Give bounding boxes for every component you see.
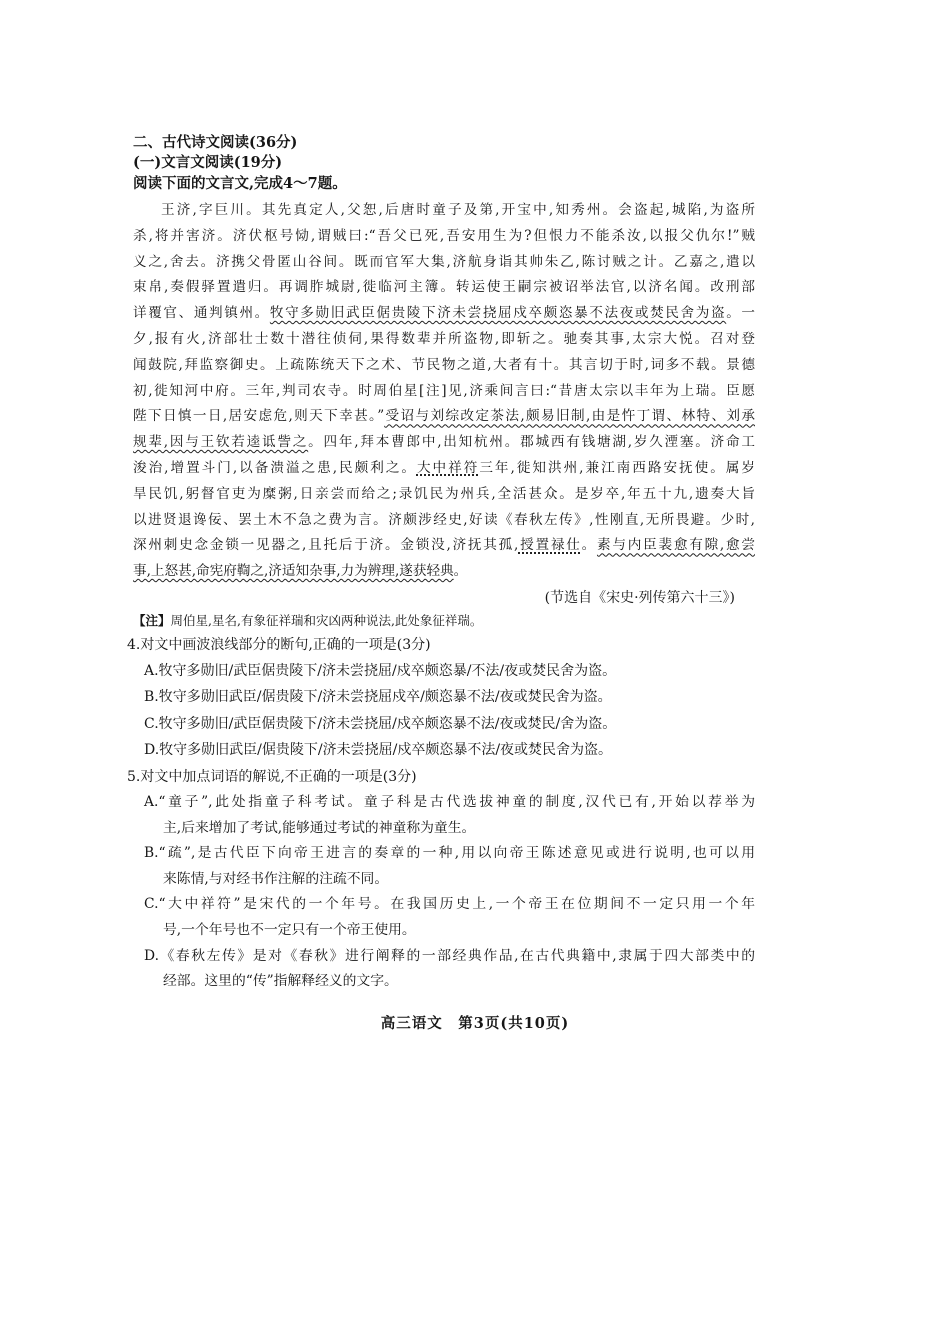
passage-text: 详覆官、通判镇州。 <box>133 305 270 322</box>
dotted-term: 授置禄仕 <box>518 537 582 554</box>
passage-line: 夕,报有火,济部壮士数十潜往侦伺,果得数辈并所盗物,即斩之。驰奏其事,太宗大悦。召对登 <box>133 330 755 347</box>
passage-text: 。 <box>581 537 597 554</box>
option-a-continued: 主,后来增加了考试,能够通过考试的神童称为童生。 <box>163 819 476 836</box>
passage-line <box>133 301 755 327</box>
underlined-sentence: 素与内臣裴愈有隙,愈尝 <box>596 537 755 554</box>
option-d-continued: 经部。这里的“传”指解释经义的文字。 <box>163 973 398 990</box>
reading-instruction: 阅读下面的文言文,完成4～7题。 <box>133 175 347 192</box>
question-5 <box>127 764 755 995</box>
option-c: C.“大中祥符”是宋代的一个年号。在我国历史上,一个帝王在位期间不一定只用一个年 <box>144 896 755 913</box>
option-b: B.“疏”,是古代臣下向帝王进言的奏章的一种,用以向帝王陈述意见或进行说明,也可以用 <box>144 845 755 862</box>
option-c-continued: 号,一个年号也不一定只有一个帝王使用。 <box>163 921 416 938</box>
passage-text: 。四年,拜本曹郎中,出知杭州。郡城西有钱塘湖,岁久湮塞。济命工 <box>308 434 755 451</box>
option-b-continued: 来陈情,与对经书作注解的注疏不同。 <box>163 870 389 887</box>
passage-line: 初,徙知河中府。三年,判司农寺。时周伯星[注]见,济乘间言曰:“昔唐太宗以丰年为上瑞。臣愿 <box>133 382 755 399</box>
dotted-term: 大中祥符 <box>416 459 480 476</box>
page-footer: 高三语文 第3页(共10页) <box>380 1015 570 1032</box>
note-label: 【注】 <box>133 612 171 628</box>
passage-text: 三年,徙知洪州,兼江南西路安抚使。属岁 <box>479 459 755 476</box>
option-d: D.《春秋左传》是对《春秋》进行阐释的一部经典作品,在古代典籍中,隶属于四大部类中的 <box>144 947 755 964</box>
option-c: C.牧守多勋旧/武臣倨贵陵下/济未尝挠屈/戍卒颇恣暴不法/夜或焚民/舍为盗。 <box>144 715 617 732</box>
underlined-sentence: 规辈,因与王钦若逵诋訾之 <box>133 434 309 451</box>
page-content <box>127 133 755 995</box>
classical-passage <box>133 198 755 585</box>
passage-line <box>133 456 755 482</box>
question-stem: 5.对文中加点词语的解说,不正确的一项是(3分) <box>127 768 417 785</box>
passage-line: 旱民饥,躬督官吏为糜粥,日亲尝而给之;录饥民为州兵,全活甚众。是岁卒,年五十九,遗奏大旨 <box>133 485 755 502</box>
section-title: 二、古代诗文阅读(36分) <box>133 134 298 151</box>
question-4 <box>127 632 755 764</box>
passage-line <box>133 430 755 456</box>
passage-line: 以进贤退谗佞、罢土木不急之费为言。济颇涉经史,好读《春秋左传》,性刚直,无所畏避。少时, <box>133 511 755 528</box>
passage-line: 杀,将并害济。济伏枢号恸,谓贼曰:“吾父已死,吾安用生为?但恨力不能杀汝,以报父仇尔!”贼 <box>133 227 755 244</box>
question-stem: 4.对文中画波浪线部分的断句,正确的一项是(3分) <box>127 636 431 653</box>
passage-line <box>133 533 755 559</box>
passage-line: 义之,舍去。济携父骨匿山谷间。既而官军大集,济航身诣其帅朱乙,陈讨贼之计。乙嘉之,遣以 <box>133 253 755 270</box>
option-a: A.“童子”,此处指童子科考试。童子科是古代选拔神童的制度,汉代已有,开始以荐举为 <box>144 793 755 810</box>
underlined-sentence: 受诏与刘综改定茶法,颇易旧制,由是忤丁谓、林特、刘承 <box>384 408 755 425</box>
passage-line: 束帛,奏假驿置遣归。再调胙城尉,徙临河主簿。转运使王嗣宗被诏举法官,以济名闻。改刑部 <box>133 279 755 296</box>
passage-text: 深州刺史念金锁一见器之,且托后于济。金锁没,济抚其孤, <box>133 537 519 554</box>
passage-text: 。一 <box>726 305 755 322</box>
passage-line <box>133 404 755 430</box>
passage-text: 。 <box>453 563 468 580</box>
note-text: 周伯星,星名,有象征祥瑞和灾凶两种说法,此处象征祥瑞。 <box>170 612 483 628</box>
option-d: D.牧守多勋旧武臣/倨贵陵下/济未尝挠屈/戍卒颇恣暴不法/夜或焚民舍为盗。 <box>144 742 613 759</box>
passage-source: (节选自《宋史·列传第六十三》) <box>544 589 735 606</box>
subsection-title: (一)文言文阅读(19分) <box>133 154 283 171</box>
annotation-note <box>133 610 755 632</box>
wavy-underlined-sentence: 牧守多勋旧武臣倨贵陵下济未尝挠屈戍卒颇恣暴不法夜或焚民舍为盗 <box>269 305 727 322</box>
option-b: B.牧守多勋旧武臣/倨贵陵下/济未尝挠屈戍卒/颇恣暴不法/夜或焚民舍为盗。 <box>144 689 612 706</box>
passage-line <box>133 559 755 585</box>
option-a: A.牧守多勋旧/武臣倨贵陵下/济未尝挠屈/戍卒颇恣暴/不法/夜或焚民舍为盗。 <box>144 662 617 679</box>
underlined-sentence: 事,上怒甚,命宪府鞫之,济适知杂事,力为辨理,遂获轻典 <box>133 563 454 580</box>
passage-line: 王济,字巨川。其先真定人,父恕,后唐时童子及第,开宝中,知秀州。会盗起,城陷,为盗所 <box>161 202 755 218</box>
passage-text: 浚治,增置斗门,以备溃溢之患,民颇利之。 <box>133 459 417 476</box>
passage-line: 闻鼓院,拜监察御史。上疏陈统天下之术、节民物之道,大者有十。其言切于时,词多不载。景德 <box>133 356 755 373</box>
passage-text: 陛下日慎一日,居安虑危,则天下幸甚。” <box>133 408 385 425</box>
